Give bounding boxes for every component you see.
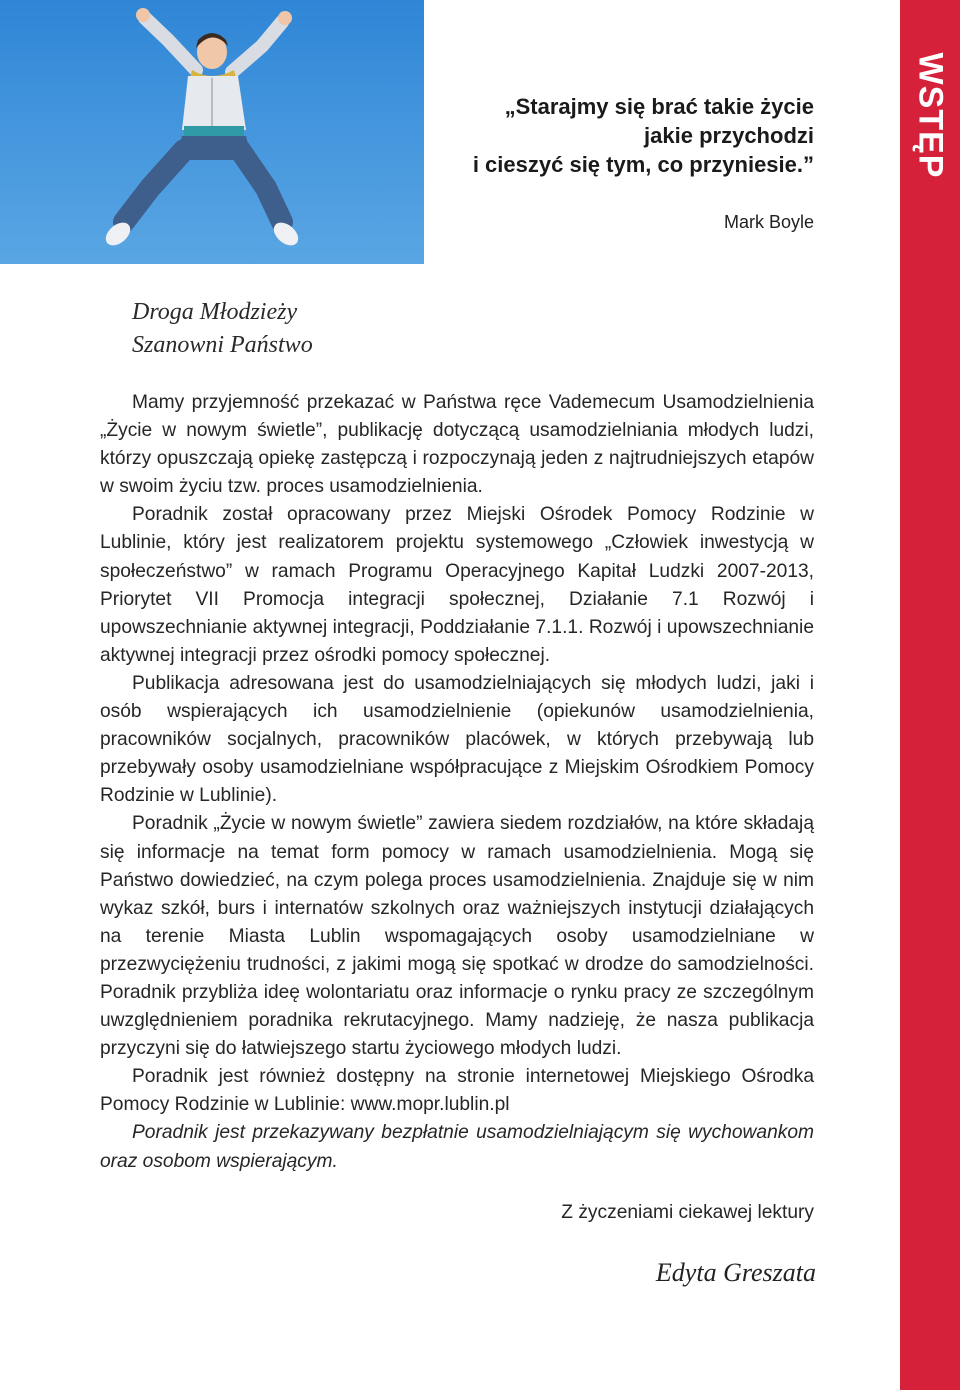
salutation bbox=[132, 296, 313, 362]
section-side-bar bbox=[900, 0, 960, 1390]
quote-line-2: jakie przychodzi bbox=[644, 123, 814, 148]
salutation-line-2: Szanowni Państwo bbox=[132, 332, 313, 358]
section-title: WSTĘP bbox=[911, 52, 950, 178]
signature: Edyta Greszata bbox=[655, 1258, 816, 1287]
paragraph-1: Mamy przyjemność przekazać w Państwa ręce Vademecum Usamodzielnienia „Życie w nowym świetle”, publikację dotyczącą usamodzielniania młodych ludzi, którzy opuszczają opiekę zastępczą i rozpoczynają jeden z najtrudniejszych etapów w swoim życiu tzw. proces usamodzielnienia. bbox=[100, 392, 814, 498]
closing-line: Z życzeniami ciekawej lektury bbox=[561, 1202, 814, 1223]
paragraph-4: Poradnik „Życie w nowym świetle” zawiera siedem rozdziałów, na które składają się informacje na temat form pomocy w ramach usamodzielnienia. Mogą się Państwo dowiedzieć, na czym polega proces usamodzielnienia. Znajduje się w nim wykaz szkół, burs i internatów szkolnych oraz ważniejszych instytucji działających na terenie Miasta Lublin wspomagających osoby usamodzielniane w przezwyciężeniu trudności, z jakimi mogą się spotkać w drodze do samodzielności. Poradnik przybliża ideę wolontariatu oraz informacje o rynku pracy ze szczególnym uwzględnieniem poradnika rekrutacyjnego. Mamy nadzieję, że nasza publikacja przyczyni się do łatwiejszego startu życiowego młodych ludzi. bbox=[100, 813, 814, 1060]
paragraph-2: Poradnik został opracowany przez Miejski Ośrodek Pomocy Rodzinie w Lublinie, który jest realizatorem projektu systemowego „Człowiek inwestycją w społeczeństwo” w ramach Programu Operacyjnego Kapitał Ludzki 2007-2013, Priorytet VII Promocja integracji społecznej, Działanie 7.1 Rozwój i upowszechnianie aktywnej integracji, Poddziałanie 7.1.1. Rozwój i upowszechnianie aktywnej integracji przez ośrodki pomocy społecznej. bbox=[100, 504, 814, 666]
paragraph-3: Publikacja adresowana jest do usamodzielniających się młodych ludzi, jaki i osób wspierających ich usamodzielnienie (opiekunów usamodzielnienia, pracowników socjalnych, pracowników placówek, w których przebywają lub przebywały osoby usamodzielniane współpracujące z Miejskim Ośrodkiem Pomocy Rodzinie w Lublinie). bbox=[100, 672, 814, 807]
jumping-person-photo bbox=[0, 0, 424, 264]
salutation-line-1: Droga Młodzieży bbox=[132, 299, 298, 325]
quote-line-3: i cieszyć się tym, co przyniesie.” bbox=[472, 152, 814, 177]
paragraph-6: Poradnik jest przekazywany bezpłatnie usamodzielniającym się wychowankom oraz osobom wspierającym. bbox=[100, 1122, 814, 1172]
epigraph-quote bbox=[430, 92, 814, 179]
introduction-body bbox=[100, 389, 814, 1176]
paragraph-5: Poradnik jest również dostępny na stronie internetowej Miejskiego Ośrodka Pomocy Rodzinie w Lublinie: www.mopr.lublin.pl bbox=[100, 1066, 814, 1116]
quote-author: Mark Boyle bbox=[723, 212, 814, 232]
section-title-container bbox=[900, 0, 960, 230]
quote-line-1: „Starajmy się brać takie życie bbox=[504, 94, 814, 119]
